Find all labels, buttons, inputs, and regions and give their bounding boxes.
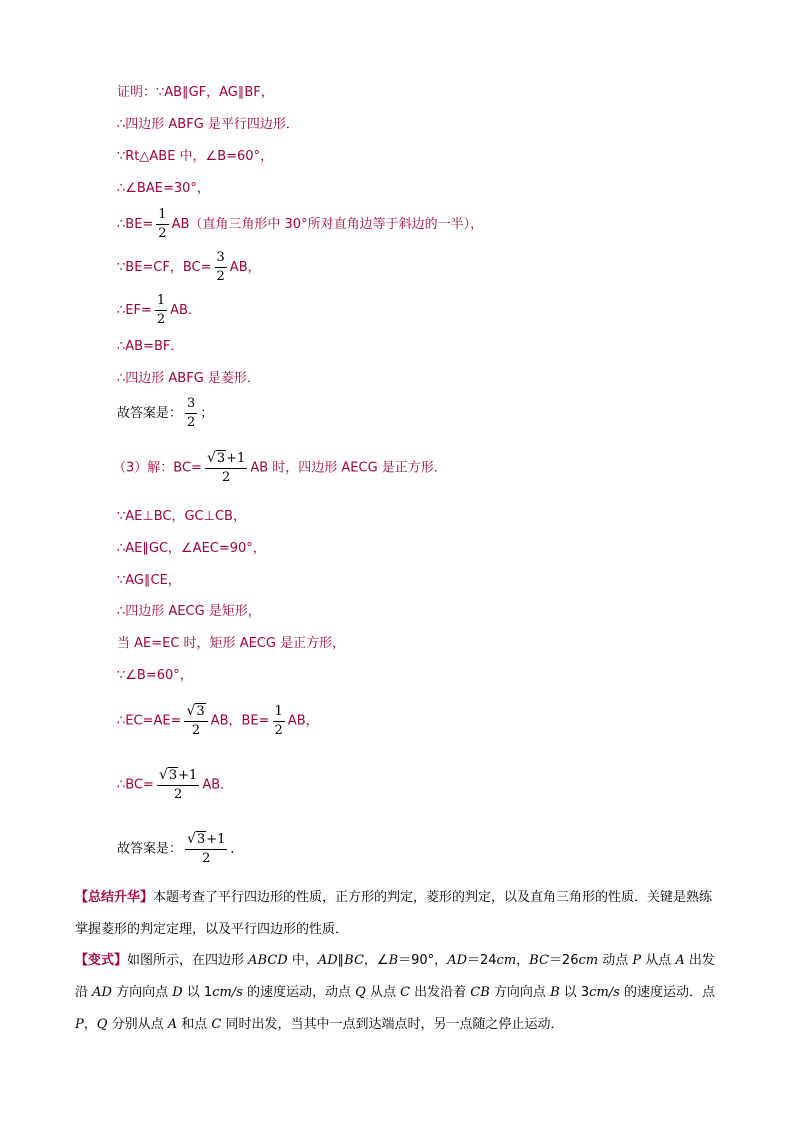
text: ∴EF=: [117, 303, 152, 318]
proof-line-1: 证明：∵AB∥GF，AG∥BF，: [117, 85, 274, 100]
text: ∵BE=CF，BC=: [117, 260, 212, 275]
variant-text: ，∠: [363, 953, 389, 968]
part3-line: [113, 450, 447, 486]
fraction-one-half: [156, 207, 168, 242]
variant-text: ∥: [337, 953, 345, 968]
fraction-sqrt3-plus1-over-2: [185, 831, 227, 867]
text: ∴BC=: [117, 777, 154, 793]
plus-one: +1: [178, 768, 198, 783]
var: AD: [317, 953, 338, 968]
variant-text: 从点: [365, 985, 401, 1000]
text: AB，BE=: [210, 713, 270, 729]
var: A: [167, 1017, 178, 1032]
var: P: [632, 953, 642, 968]
proof-line-8: ∴AB=BF．: [117, 339, 184, 354]
numerator: 3: [215, 250, 227, 268]
variant-text: 方向向点: [111, 985, 173, 1000]
var: BC: [529, 953, 549, 968]
text: 故答案是：: [117, 406, 183, 421]
variant-tag: 【变式】: [75, 953, 128, 968]
numerator: [184, 703, 207, 722]
proof-line-6: [117, 250, 261, 285]
radicand: 3: [168, 768, 178, 783]
text: ∴EC=AE=: [117, 713, 182, 729]
summary-paragraph: [75, 882, 725, 946]
text: ∴BE=: [117, 217, 154, 232]
var: B: [550, 985, 560, 1000]
var: P: [75, 1017, 84, 1032]
unit: cm/s: [212, 985, 243, 1000]
denominator: 2: [187, 415, 196, 430]
unit: cm/s: [589, 985, 620, 1000]
variant-text: 从点: [641, 953, 676, 968]
variant-text: 的速度运动，动点: [242, 985, 356, 1000]
numerator: 1: [156, 207, 168, 225]
denominator: 2: [191, 723, 201, 738]
fraction-three-halves: [185, 396, 197, 431]
proof-line-15: ∴四边形 AECG 是矩形，: [117, 604, 261, 619]
var: AD: [92, 985, 112, 1000]
variant-text: 动点: [598, 953, 633, 968]
variant-text: 中，: [287, 953, 318, 968]
text: （3）解：BC=: [113, 460, 202, 476]
numerator: [185, 831, 227, 850]
proof-line-17: ∵∠B=60°，: [117, 668, 193, 683]
summary-text: 本题考查了平行四边形的性质，正方形的判定，菱形的判定，以及直角三角形的性质．关键是熟练掌握菱形的判定定理，以及平行四边形的性质．: [75, 890, 713, 937]
var: CB: [470, 985, 490, 1000]
variant-text: 的速度运动．点: [619, 985, 715, 1000]
numerator: 1: [155, 293, 167, 311]
answer-line-2: [117, 831, 243, 867]
denominator: 2: [173, 787, 183, 802]
variant-text: 出发沿: [75, 953, 715, 1000]
var: A: [675, 953, 685, 968]
var: Q: [96, 1017, 108, 1032]
numerator: 1: [273, 704, 285, 722]
text: AB，: [229, 260, 261, 275]
denominator: 2: [216, 269, 225, 284]
variant-text: 出发沿着: [410, 985, 471, 1000]
denominator: 2: [158, 226, 167, 241]
text: AB．: [202, 777, 234, 793]
proof-line-16: 当 AE=EC 时，矩形 AECG 是正方形，: [117, 636, 346, 651]
fraction-sqrt3-plus1-over-2: [157, 767, 199, 803]
numerator: [157, 767, 199, 786]
var: C: [211, 1017, 222, 1032]
variant-text: ，: [83, 1017, 97, 1032]
denominator: 2: [202, 851, 211, 866]
unit: cm: [496, 953, 517, 968]
denominator: 2: [274, 722, 283, 738]
var: Q: [355, 985, 366, 1000]
plus-one: +1: [226, 451, 246, 466]
proof-line-3: ∵Rt△ABE 中，∠B=60°，: [117, 149, 274, 164]
numerator: [205, 450, 247, 469]
proof-line-5: [117, 207, 483, 242]
sqrt-symbol: √: [158, 767, 168, 783]
proof-line-19: [117, 767, 233, 803]
variant-text: 以 3: [559, 985, 590, 1000]
denominator: 2: [221, 470, 231, 485]
var: ABCD: [248, 953, 288, 968]
denominator: 2: [156, 312, 166, 327]
proof-line-12: ∵AE⊥BC，GC⊥CB，: [117, 509, 246, 524]
proof-line-9: ∴四边形 ABFG 是菱形．: [117, 371, 260, 386]
text: AB，: [287, 713, 319, 729]
fraction-three-halves: [215, 250, 227, 285]
variant-text: 和点: [177, 1017, 212, 1032]
var: D: [172, 985, 183, 1000]
variant-text: 以 1: [182, 985, 213, 1000]
radicand: 3: [196, 704, 205, 719]
plus-one: +1: [206, 832, 226, 847]
fraction-sqrt3-plus1-over-2: [205, 450, 247, 486]
variant-text: 方向向点: [489, 985, 551, 1000]
fraction-sqrt3-over-2: [184, 703, 207, 739]
summary-tag: 【总结升华】: [75, 890, 154, 905]
variant-text: ，: [516, 953, 530, 968]
proof-line-7: [117, 293, 201, 328]
answer-line-1: [117, 396, 213, 431]
var: B: [388, 953, 399, 968]
variant-text: 同时出发，当其中一点到达端点时，另一点随之停止运动．: [221, 1017, 564, 1032]
variant-text: 如图所示，在四边形: [127, 953, 249, 968]
var: C: [400, 985, 411, 1000]
var: AD: [447, 953, 467, 968]
fraction-one-half: [155, 293, 167, 328]
sqrt-symbol: √: [186, 703, 196, 719]
variant-text: 分别从点: [107, 1017, 168, 1032]
variant-text: ＝90°，: [398, 953, 448, 968]
radicand: 3: [196, 832, 206, 847]
unit: cm: [578, 953, 599, 968]
variant-paragraph: [75, 945, 725, 1041]
sqrt-symbol: √: [187, 831, 196, 847]
sqrt-symbol: √: [206, 450, 216, 466]
variant-text: ＝24: [467, 953, 497, 968]
text: ．: [230, 841, 244, 857]
proof-line-13: ∴AE∥GC，∠AEC=90°，: [117, 541, 266, 556]
proof-line-18: [117, 703, 319, 739]
numerator: 3: [185, 396, 197, 414]
var: BC: [344, 953, 364, 968]
text: AB 时，四边形 AECG 是正方形．: [250, 460, 447, 476]
text: AB（直角三角形中 30°所对直角边等于斜边的一半），: [171, 217, 484, 232]
proof-line-4: ∴∠BAE=30°，: [117, 181, 210, 196]
proof-line-14: ∵AG∥CE，: [117, 573, 181, 588]
fraction-one-half: [273, 704, 285, 739]
radicand: 3: [216, 451, 226, 466]
text: AB．: [170, 303, 201, 318]
variant-text: ＝26: [548, 953, 579, 968]
proof-line-2: ∴四边形 ABFG 是平行四边形．: [117, 117, 299, 132]
text: 故答案是：: [117, 841, 183, 857]
text: ；: [200, 406, 214, 421]
